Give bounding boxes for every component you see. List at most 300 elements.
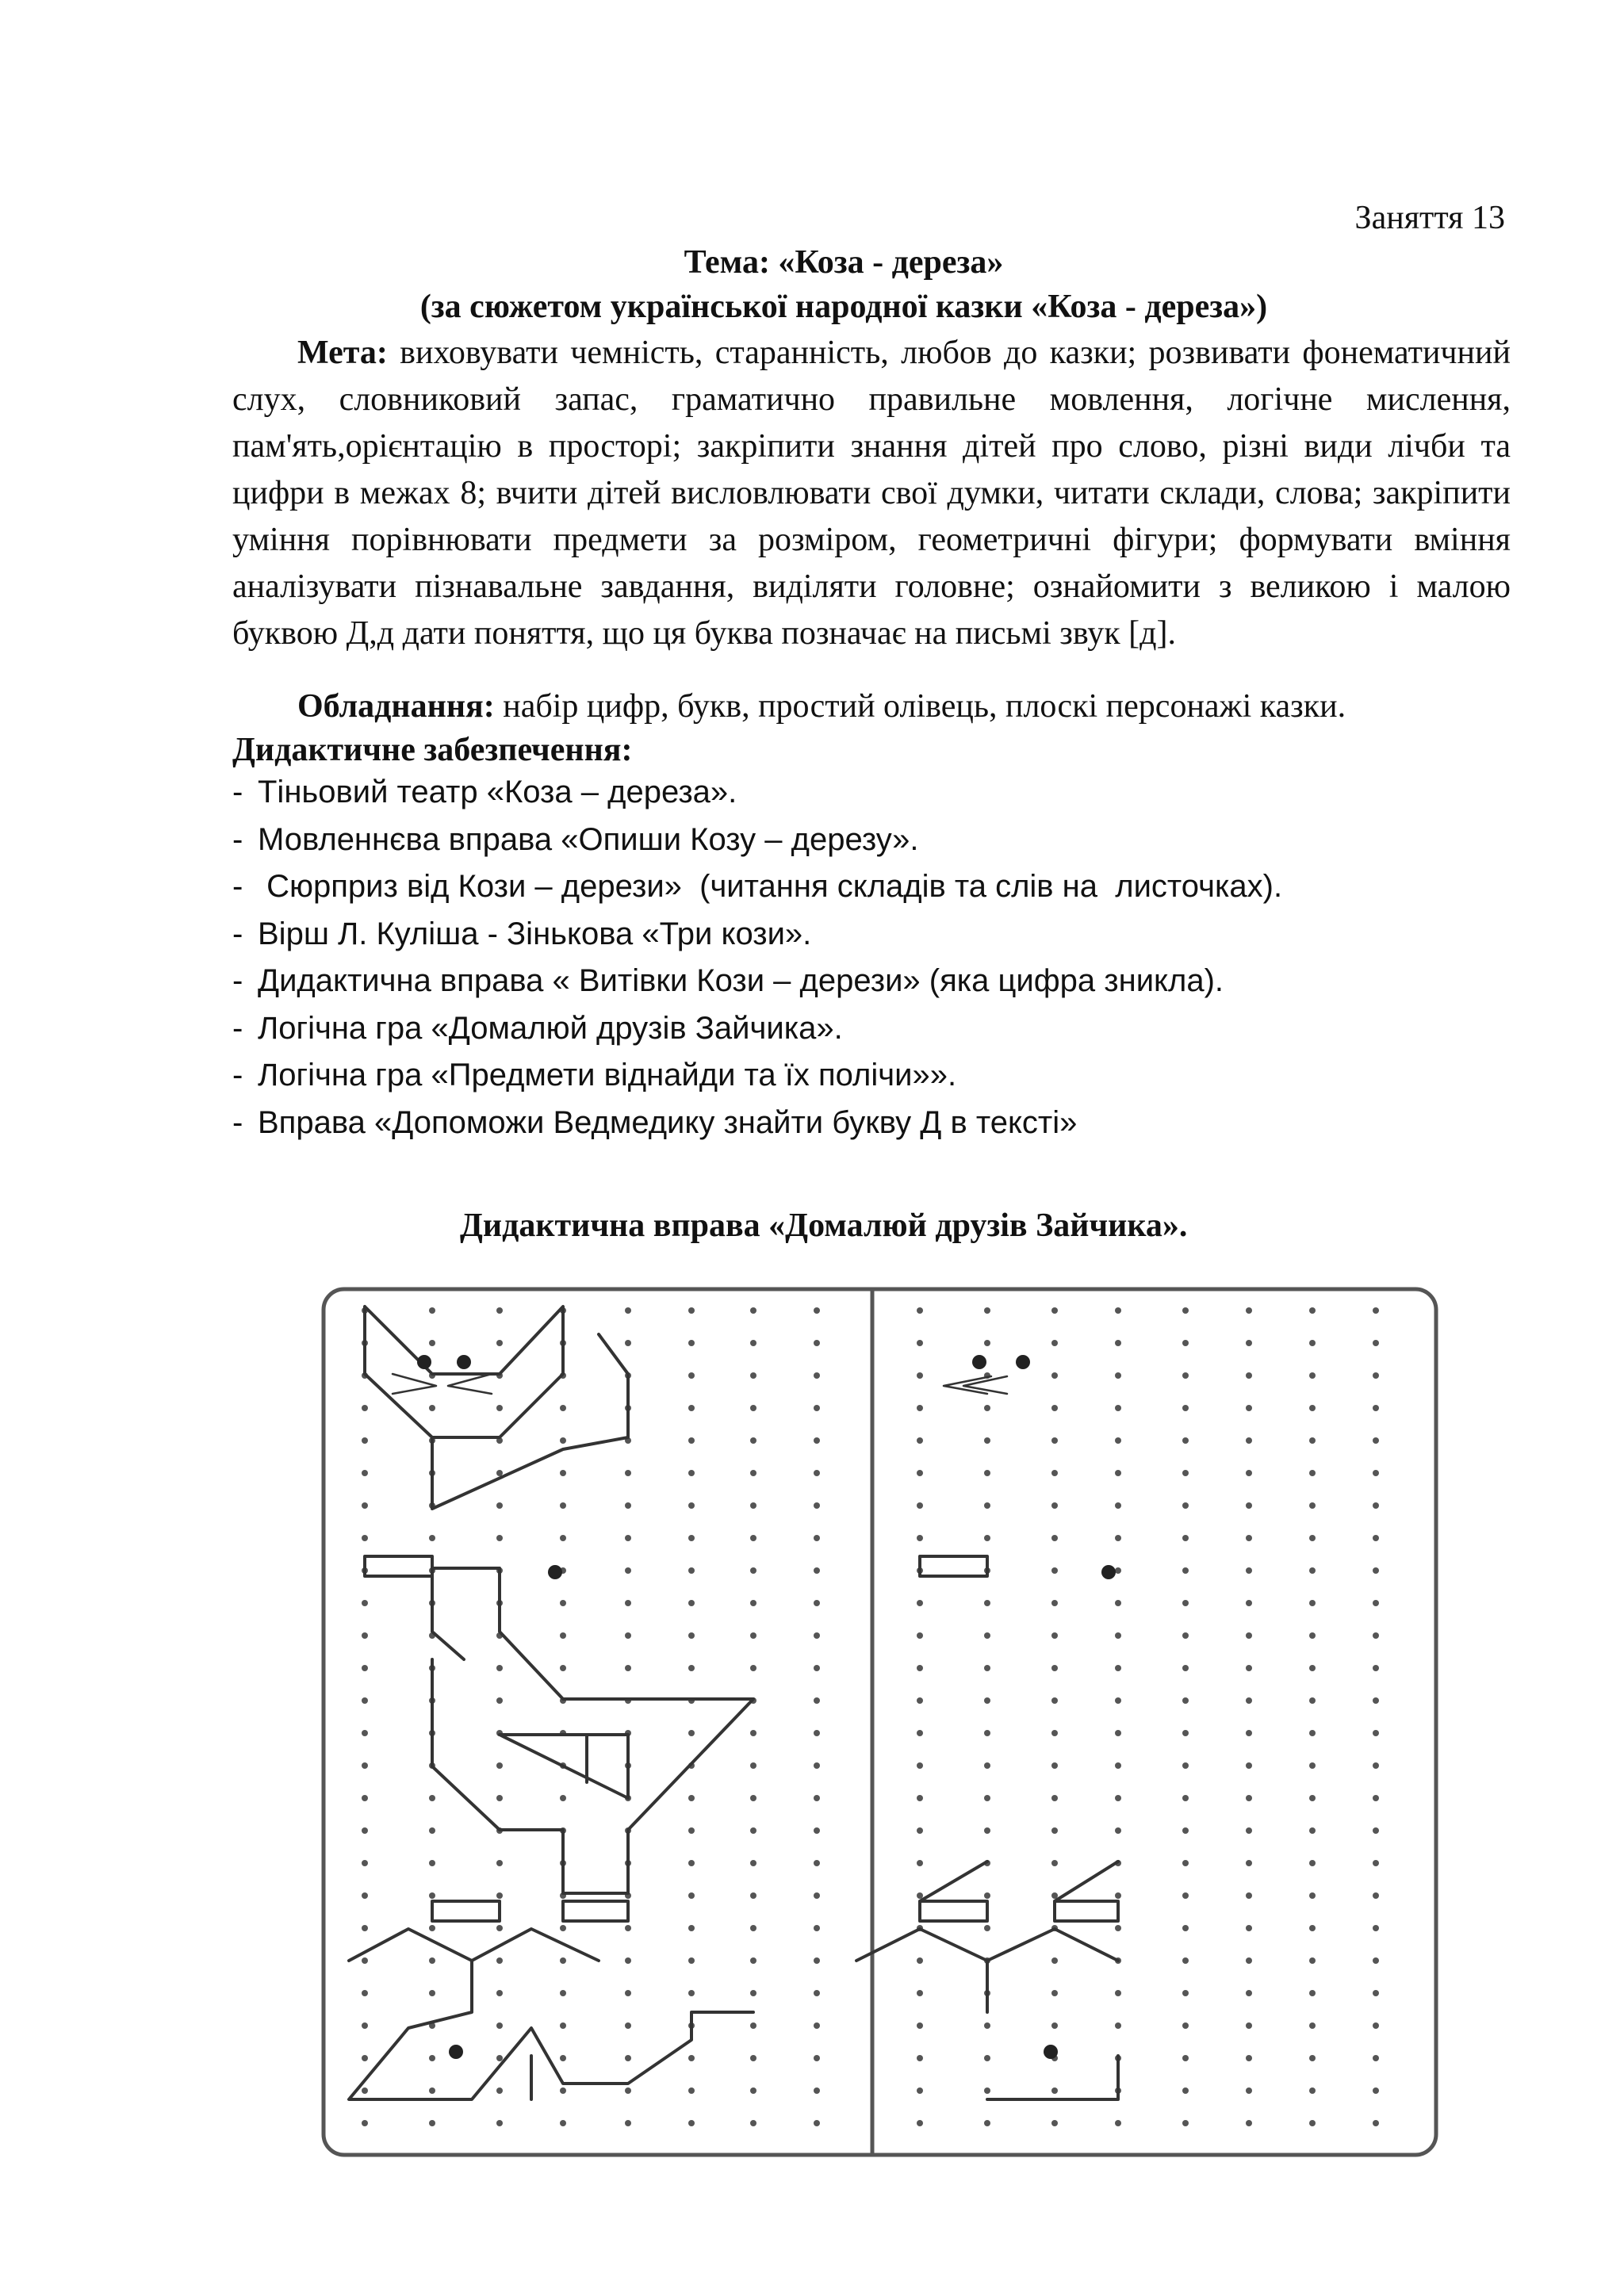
grid-dot — [1309, 1470, 1316, 1476]
grid-dot — [814, 1307, 820, 1314]
grid-dot — [625, 1600, 631, 1606]
grid-dot — [750, 1957, 756, 1964]
grid-dot — [625, 1502, 631, 1509]
grid-dot — [750, 1470, 756, 1476]
grid-dot — [496, 2022, 503, 2029]
grid-dot — [1309, 1600, 1316, 1606]
grid-dot — [814, 1892, 820, 1899]
grid-dot — [1373, 1372, 1379, 1379]
grid-dot — [688, 1925, 695, 1931]
list-item-text: Дидактична вправа « Витівки Кози – дерези» (яка цифра зникла). — [258, 963, 1224, 998]
grid-dot — [362, 1795, 368, 1801]
grid-dot — [1115, 1340, 1121, 1346]
bullet-dash: - — [232, 869, 243, 904]
grid-dot — [1373, 2022, 1379, 2029]
grid-dot — [1115, 1405, 1121, 1411]
cat-figure — [365, 1307, 628, 1509]
grid-dot — [560, 1600, 566, 1606]
grid-dot — [984, 1437, 990, 1444]
grid-dot — [984, 1795, 990, 1801]
grid-dot — [496, 1697, 503, 1704]
right-cat-eye-right — [1016, 1355, 1030, 1369]
list-item — [232, 958, 1282, 1005]
lesson-number: Заняття 13 — [1354, 200, 1505, 236]
bullet-dash: - — [232, 963, 243, 998]
lesson-subtitle: (за сюжетом української народної казки «Коза - дереза») — [419, 289, 1268, 325]
grid-dot — [917, 1762, 923, 1769]
grid-dot — [1309, 1860, 1316, 1866]
grid-dot — [560, 1502, 566, 1509]
grid-dot — [917, 1957, 923, 1964]
grid-dot — [750, 1860, 756, 1866]
grid-dot — [496, 2087, 503, 2094]
grid-dot — [1309, 2120, 1316, 2126]
grid-dot — [496, 1957, 503, 1964]
grid-dot — [362, 1827, 368, 1834]
grid-dot — [625, 1665, 631, 1671]
grid-dot — [362, 1957, 368, 1964]
grid-dot — [688, 1827, 695, 1834]
grid-dot — [362, 1762, 368, 1769]
partial-feet-right — [920, 1862, 1118, 1921]
grid-dot — [625, 2087, 631, 2094]
grid-dot — [625, 1567, 631, 1574]
grid-dot — [984, 1600, 990, 1606]
grid-dot — [814, 1535, 820, 1541]
grid-dot — [688, 1632, 695, 1639]
grid-dot — [688, 2087, 695, 2094]
grid-dot — [814, 1990, 820, 1996]
grid-dot — [1309, 1697, 1316, 1704]
grid-dot — [1309, 1405, 1316, 1411]
grid-dot — [625, 2022, 631, 2029]
grid-dot — [1373, 1632, 1379, 1639]
grid-dot — [814, 1925, 820, 1931]
eyes — [417, 1355, 1116, 2059]
grid-dot — [362, 1405, 368, 1411]
grid-dot — [750, 1437, 756, 1444]
grid-dot — [429, 2087, 435, 2094]
grid-dot — [496, 1762, 503, 1769]
grid-dot — [1246, 1600, 1252, 1606]
grid-dot — [1309, 2055, 1316, 2061]
grid-dot — [560, 1632, 566, 1639]
grid-dot — [1182, 1470, 1189, 1476]
grid-dot — [1115, 1730, 1121, 1736]
grid-dot — [496, 1860, 503, 1866]
grid-dot — [1051, 1307, 1058, 1314]
grid-dot — [984, 2055, 990, 2061]
grid-dot — [1246, 2055, 1252, 2061]
grid-dot — [560, 1665, 566, 1671]
grid-dot — [688, 1307, 695, 1314]
grid-dot — [688, 1600, 695, 1606]
lesson-topic: Тема: «Коза - дереза» — [684, 244, 1004, 281]
grid-dot — [917, 1827, 923, 1834]
grid-dot — [688, 1502, 695, 1509]
grid-dot — [1182, 1437, 1189, 1444]
grid-dot — [814, 1567, 820, 1574]
grid-dot — [1182, 2022, 1189, 2029]
grid-dot — [1182, 1860, 1189, 1866]
grid-dot — [1182, 2055, 1189, 2061]
grid-dot — [814, 1827, 820, 1834]
grid-dot — [1051, 1860, 1058, 1866]
goal-label: Мета: — [297, 335, 388, 371]
grid-dot — [1246, 1502, 1252, 1509]
grid-dot — [1115, 1990, 1121, 1996]
grid-dot — [1051, 1437, 1058, 1444]
grid-dot — [496, 1502, 503, 1509]
grid-dot — [814, 1632, 820, 1639]
grid-dot — [560, 1437, 566, 1444]
grid-dot — [1115, 1697, 1121, 1704]
grid-dot — [750, 1502, 756, 1509]
grid-dot — [814, 1697, 820, 1704]
grid-dot — [814, 1437, 820, 1444]
grid-dot — [362, 1697, 368, 1704]
bullet-dash: - — [232, 1104, 243, 1140]
grid-dot — [1373, 1925, 1379, 1931]
grid-dot — [1182, 2120, 1189, 2126]
grid-dot — [1246, 1762, 1252, 1769]
equipment-label: Обладнання: — [297, 688, 495, 725]
grid-dot — [1309, 1990, 1316, 1996]
grid-dot — [1309, 1372, 1316, 1379]
list-item-text: Тіньовий театр «Коза – дереза». — [258, 775, 737, 809]
grid-dot — [1051, 1470, 1058, 1476]
partial-duck-right — [920, 1556, 987, 1576]
list-item-text: Логічна гра «Домалюй друзів Зайчика». — [258, 1010, 843, 1046]
grid-dot — [362, 1632, 368, 1639]
dot-grid-left — [362, 1307, 820, 2126]
grid-dot — [814, 2022, 820, 2029]
grid-dot — [917, 2055, 923, 2061]
grid-dot — [1309, 1892, 1316, 1899]
grid-dot — [984, 1535, 990, 1541]
grid-dot — [362, 1502, 368, 1509]
grid-dot — [362, 1665, 368, 1671]
grid-dot — [496, 1535, 503, 1541]
grid-dot — [429, 2055, 435, 2061]
worksheet-frame — [324, 1289, 1436, 2155]
grid-dot — [625, 2055, 631, 2061]
grid-dot — [1246, 1795, 1252, 1801]
grid-dot — [625, 1535, 631, 1541]
grid-dot — [1051, 1535, 1058, 1541]
grid-dot — [917, 2022, 923, 2029]
grid-dot — [1373, 1990, 1379, 1996]
grid-dot — [1246, 1990, 1252, 1996]
list-item — [232, 1052, 1282, 1100]
grid-dot — [1373, 1567, 1379, 1574]
grid-dot — [1051, 1730, 1058, 1736]
grid-dot — [750, 1665, 756, 1671]
grid-dot — [1051, 1827, 1058, 1834]
grid-dot — [496, 1340, 503, 1346]
grid-dot — [362, 1535, 368, 1541]
grid-dot — [1182, 1990, 1189, 1996]
grid-dot — [1309, 1307, 1316, 1314]
list-item — [232, 817, 1282, 864]
grid-dot — [917, 1307, 923, 1314]
grid-dot — [1246, 2087, 1252, 2094]
grid-dot — [362, 2022, 368, 2029]
grid-dot — [917, 1860, 923, 1866]
lesson-goal — [232, 330, 1511, 657]
grid-dot — [560, 1535, 566, 1541]
grid-dot — [750, 2087, 756, 2094]
grid-dot — [560, 1925, 566, 1931]
grid-dot — [1182, 1925, 1189, 1931]
grid-dot — [1309, 1340, 1316, 1346]
grid-dot — [1246, 1340, 1252, 1346]
grid-dot — [1051, 1762, 1058, 1769]
grid-dot — [917, 1535, 923, 1541]
grid-dot — [1246, 1307, 1252, 1314]
grid-dot — [429, 2120, 435, 2126]
grid-dot — [1051, 1632, 1058, 1639]
grid-dot — [750, 2120, 756, 2126]
grid-dot — [429, 1990, 435, 1996]
grid-dot — [1051, 1795, 1058, 1801]
grid-dot — [1246, 1437, 1252, 1444]
list-item-text: Мовленнєва вправа «Опиши Козу – дерезу». — [258, 821, 919, 857]
grid-dot — [429, 1405, 435, 1411]
grid-dot — [1309, 1795, 1316, 1801]
grid-dot — [1182, 1502, 1189, 1509]
grid-dot — [625, 1307, 631, 1314]
grid-dot — [984, 1925, 990, 1931]
bullet-dash: - — [232, 1058, 243, 1093]
grid-dot — [560, 1795, 566, 1801]
right-fish-eye — [1044, 2045, 1058, 2059]
grid-dot — [688, 1957, 695, 1964]
grid-dot — [1115, 2120, 1121, 2126]
grid-dot — [1182, 1795, 1189, 1801]
bullet-dash: - — [232, 821, 243, 857]
grid-dot — [496, 1470, 503, 1476]
grid-dot — [496, 2055, 503, 2061]
grid-dot — [1115, 1665, 1121, 1671]
grid-dot — [917, 2087, 923, 2094]
grid-dot — [1115, 2022, 1121, 2029]
grid-dot — [1246, 1730, 1252, 1736]
grid-dot — [1051, 2087, 1058, 2094]
grid-dot — [1115, 1307, 1121, 1314]
grid-dot — [560, 2022, 566, 2029]
grid-dot — [1051, 1600, 1058, 1606]
grid-dot — [688, 1795, 695, 1801]
grid-dot — [1115, 1925, 1121, 1931]
grid-dot — [1309, 1730, 1316, 1736]
grid-dot — [1373, 1437, 1379, 1444]
grid-dot — [1246, 1860, 1252, 1866]
grid-dot — [917, 1892, 923, 1899]
grid-dot — [750, 2055, 756, 2061]
grid-dot — [917, 1340, 923, 1346]
grid-dot — [1182, 1600, 1189, 1606]
grid-dot — [1115, 1502, 1121, 1509]
grid-dot — [362, 1470, 368, 1476]
grid-dot — [1373, 1730, 1379, 1736]
grid-dot — [688, 1860, 695, 1866]
list-item — [232, 1100, 1282, 1147]
grid-dot — [362, 2120, 368, 2126]
grid-dot — [1246, 1892, 1252, 1899]
list-item-text: Вправа «Допоможи Ведмедику знайти букву Д в тексті» — [258, 1104, 1078, 1140]
grid-dot — [814, 1372, 820, 1379]
grid-dot — [1309, 1632, 1316, 1639]
grid-dot — [362, 1860, 368, 1866]
grid-dot — [429, 1827, 435, 1834]
grid-dot — [496, 2120, 503, 2126]
grid-dot — [814, 1957, 820, 1964]
grid-dot — [917, 1600, 923, 1606]
grid-dot — [1373, 1827, 1379, 1834]
grid-dot — [814, 1470, 820, 1476]
lesson-equipment — [232, 683, 1511, 730]
grid-dot — [984, 1470, 990, 1476]
grid-dot — [814, 1730, 820, 1736]
grid-dot — [688, 1567, 695, 1574]
grid-dot — [560, 1470, 566, 1476]
grid-dot — [1182, 1827, 1189, 1834]
grid-dot — [1246, 1535, 1252, 1541]
grid-dot — [429, 1535, 435, 1541]
partial-cat-right — [944, 1376, 1007, 1394]
grid-dot — [688, 1470, 695, 1476]
grid-dot — [917, 1795, 923, 1801]
grid-dot — [1246, 1665, 1252, 1671]
right-duck-eye — [1101, 1565, 1116, 1579]
grid-dot — [814, 1340, 820, 1346]
grid-dot — [560, 1405, 566, 1411]
grid-dot — [1051, 1567, 1058, 1574]
grid-dot — [750, 1405, 756, 1411]
grid-dot — [1182, 1730, 1189, 1736]
grid-dot — [1246, 1470, 1252, 1476]
cat-whiskers — [393, 1374, 492, 1394]
grid-dot — [1373, 1470, 1379, 1476]
grid-dot — [1051, 1502, 1058, 1509]
grid-dot — [1373, 1665, 1379, 1671]
grid-dot — [1115, 1795, 1121, 1801]
grid-dot — [814, 1762, 820, 1769]
grid-dot — [917, 1665, 923, 1671]
bullet-dash: - — [232, 916, 243, 951]
list-item — [232, 863, 1282, 911]
grid-dot — [362, 1925, 368, 1931]
grid-dot — [1309, 1502, 1316, 1509]
fish-figure — [349, 1929, 753, 2099]
grid-dot — [362, 1730, 368, 1736]
equipment-text: набір цифр, букв, простий олівець, плоскі персонажі казки. — [494, 688, 1346, 725]
grid-dot — [429, 1957, 435, 1964]
grid-dot — [1246, 1632, 1252, 1639]
partial-fish-right — [856, 1929, 1118, 2099]
grid-dot — [1373, 1762, 1379, 1769]
grid-dot — [1115, 1470, 1121, 1476]
bullet-dash: - — [232, 775, 243, 809]
exercise-title: Дидактична вправа «Домалюй друзів Зайчика». — [460, 1207, 1188, 1244]
grid-dot — [688, 2120, 695, 2126]
grid-dot — [362, 1990, 368, 1996]
grid-dot — [362, 2055, 368, 2061]
grid-dot — [362, 1892, 368, 1899]
grid-dot — [750, 1925, 756, 1931]
grid-dot — [984, 1697, 990, 1704]
grid-dot — [688, 1990, 695, 1996]
grid-dot — [750, 1990, 756, 1996]
grid-dot — [1246, 1925, 1252, 1931]
grid-dot — [1182, 1340, 1189, 1346]
grid-dot — [1309, 1567, 1316, 1574]
grid-dot — [750, 1340, 756, 1346]
grid-dot — [1373, 1697, 1379, 1704]
grid-dot — [625, 2120, 631, 2126]
grid-dot — [814, 2087, 820, 2094]
grid-dot — [625, 1632, 631, 1639]
grid-dot — [688, 2055, 695, 2061]
completed-drawings — [349, 1307, 1118, 2099]
grid-dot — [917, 2120, 923, 2126]
grid-dot — [1373, 1957, 1379, 1964]
grid-dot — [917, 1502, 923, 1509]
grid-dot — [1373, 2087, 1379, 2094]
grid-dot — [688, 1535, 695, 1541]
grid-dot — [750, 1567, 756, 1574]
grid-dot — [496, 1405, 503, 1411]
grid-dot — [560, 2120, 566, 2126]
grid-dot — [1115, 1827, 1121, 1834]
grid-dot — [1115, 1437, 1121, 1444]
grid-dot — [625, 1340, 631, 1346]
grid-dot — [429, 1925, 435, 1931]
list-item-text: Сюрприз від Кози – дерези» (читання складів та слів на листочках). — [258, 869, 1283, 904]
grid-dot — [814, 1860, 820, 1866]
grid-dot — [917, 1437, 923, 1444]
grid-dot — [362, 2087, 368, 2094]
grid-dot — [1373, 1860, 1379, 1866]
list-item — [232, 1005, 1282, 1053]
grid-dot — [1051, 1340, 1058, 1346]
didactic-support-list — [232, 769, 1282, 1146]
grid-dot — [1051, 2120, 1058, 2126]
grid-dot — [750, 2022, 756, 2029]
grid-dot — [1115, 1892, 1121, 1899]
grid-dot — [750, 1632, 756, 1639]
grid-dot — [1182, 1405, 1189, 1411]
grid-dot — [1246, 1405, 1252, 1411]
grid-dot — [984, 1340, 990, 1346]
grid-dot — [1309, 1957, 1316, 1964]
dot-grid-worksheet — [317, 1283, 1443, 2163]
grid-dot — [625, 1925, 631, 1931]
grid-dot — [1182, 1632, 1189, 1639]
grid-dot — [984, 1762, 990, 1769]
grid-dot — [1309, 2087, 1316, 2094]
duck-eye — [548, 1565, 562, 1579]
grid-dot — [1182, 1697, 1189, 1704]
grid-dot — [1373, 2120, 1379, 2126]
duck-feet — [432, 1901, 628, 1921]
grid-dot — [688, 1665, 695, 1671]
grid-dot — [984, 2087, 990, 2094]
grid-dot — [984, 1827, 990, 1834]
grid-dot — [1051, 1892, 1058, 1899]
grid-dot — [750, 1762, 756, 1769]
